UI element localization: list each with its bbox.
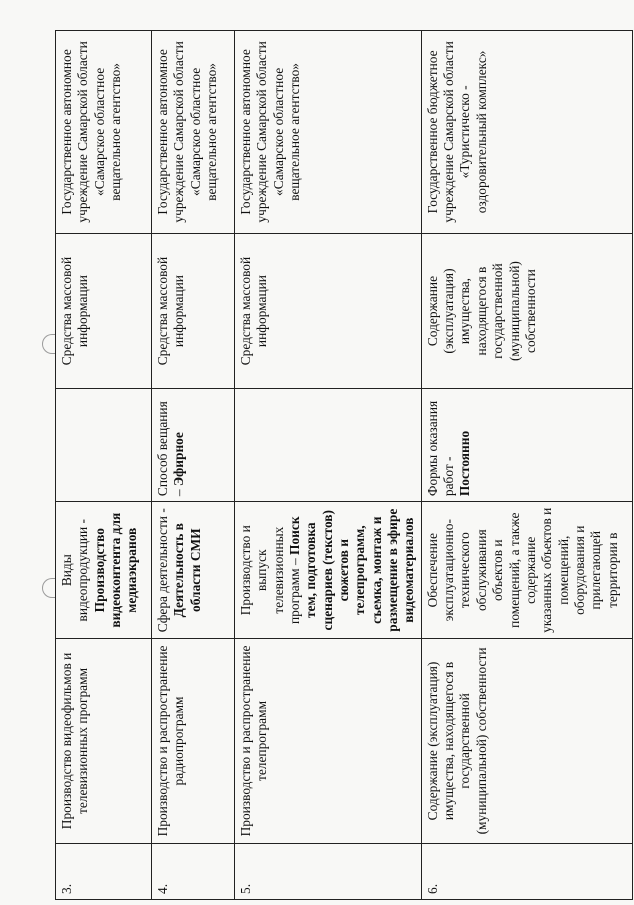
category: Средства массовой информации [235, 233, 422, 389]
row-number: 4. [152, 843, 235, 899]
rotated-table-wrapper [55, 30, 625, 900]
mode-cell [56, 389, 152, 502]
services-table [55, 30, 633, 900]
row-number: 6. [421, 843, 632, 899]
organization: Государственное автономное учреждение Самарской области «Самарское областное вещательное агентство» [56, 31, 152, 234]
table-row [421, 31, 632, 900]
parameter-cell [56, 502, 152, 639]
parameter-cell [235, 502, 422, 639]
table-row [56, 31, 152, 900]
parameter-value: Поиск тем, подготовка сценариев (текстов) сюжетов и телепрограмм, съемка, монтаж и размещение в эфире видеоматериалов [287, 508, 417, 632]
category: Средства массовой информации [152, 233, 235, 389]
parameter-value: Производство видеоконтента для медиаэкранов [91, 512, 140, 628]
organization: Государственное автономное учреждение Самарской области «Самарское областное вещательное агентство» [235, 31, 422, 234]
mode-value: Постоянно [457, 430, 473, 497]
parameter-lead: Виды видеопродукции - [59, 519, 91, 622]
mode-lead: Способ вещания – [155, 401, 187, 497]
mode-cell [152, 389, 235, 502]
parameter-lead: Производство и выпуск телевизионных программ – [238, 525, 303, 624]
parameter-cell [421, 502, 632, 639]
activity-name: Производство и распространение телепрограмм [235, 639, 422, 843]
organization: Государственное автономное учреждение Самарской области «Самарское областное вещательное агентство» [152, 31, 235, 234]
mode-cell [235, 389, 422, 502]
mode-lead: Формы оказания работ - [424, 400, 457, 497]
parameter-lead: Сфера деятельности - [155, 508, 170, 633]
activity-name: Производство видеофильмов и телевизионных программ [56, 639, 152, 843]
mode-value: Эфирное [171, 432, 187, 487]
table-row [152, 31, 235, 900]
activity-name: Содержание (эксплуатация) имущества, находящегося в государственной (муниципальной) собственности [421, 639, 632, 843]
table-row [235, 31, 422, 900]
parameter-lead: Обеспечение эксплуатационно-технического обслуживания объектов и помещений, а также содержание указанных объектов и помещений, оборудования и прилегающей территории в [424, 507, 620, 633]
row-number: 5. [235, 843, 422, 899]
row-number: 3. [56, 843, 152, 899]
organization: Государственное бюджетное учреждение Самарской области «Туристическо - оздоровительный комплекс» [421, 31, 632, 234]
punch-hole-top [42, 334, 55, 354]
mode-cell [421, 389, 632, 502]
parameter-value: Деятельность в области СМИ [171, 523, 203, 618]
activity-name: Производство и распространение радиопрограмм [152, 639, 235, 843]
category: Средства массовой информации [56, 233, 152, 389]
category: Содержание (эксплуатация) имущества, находящегося в государственной (муниципальной) собственности [421, 233, 632, 389]
parameter-cell [152, 502, 235, 639]
punch-hole-bottom [42, 578, 55, 598]
